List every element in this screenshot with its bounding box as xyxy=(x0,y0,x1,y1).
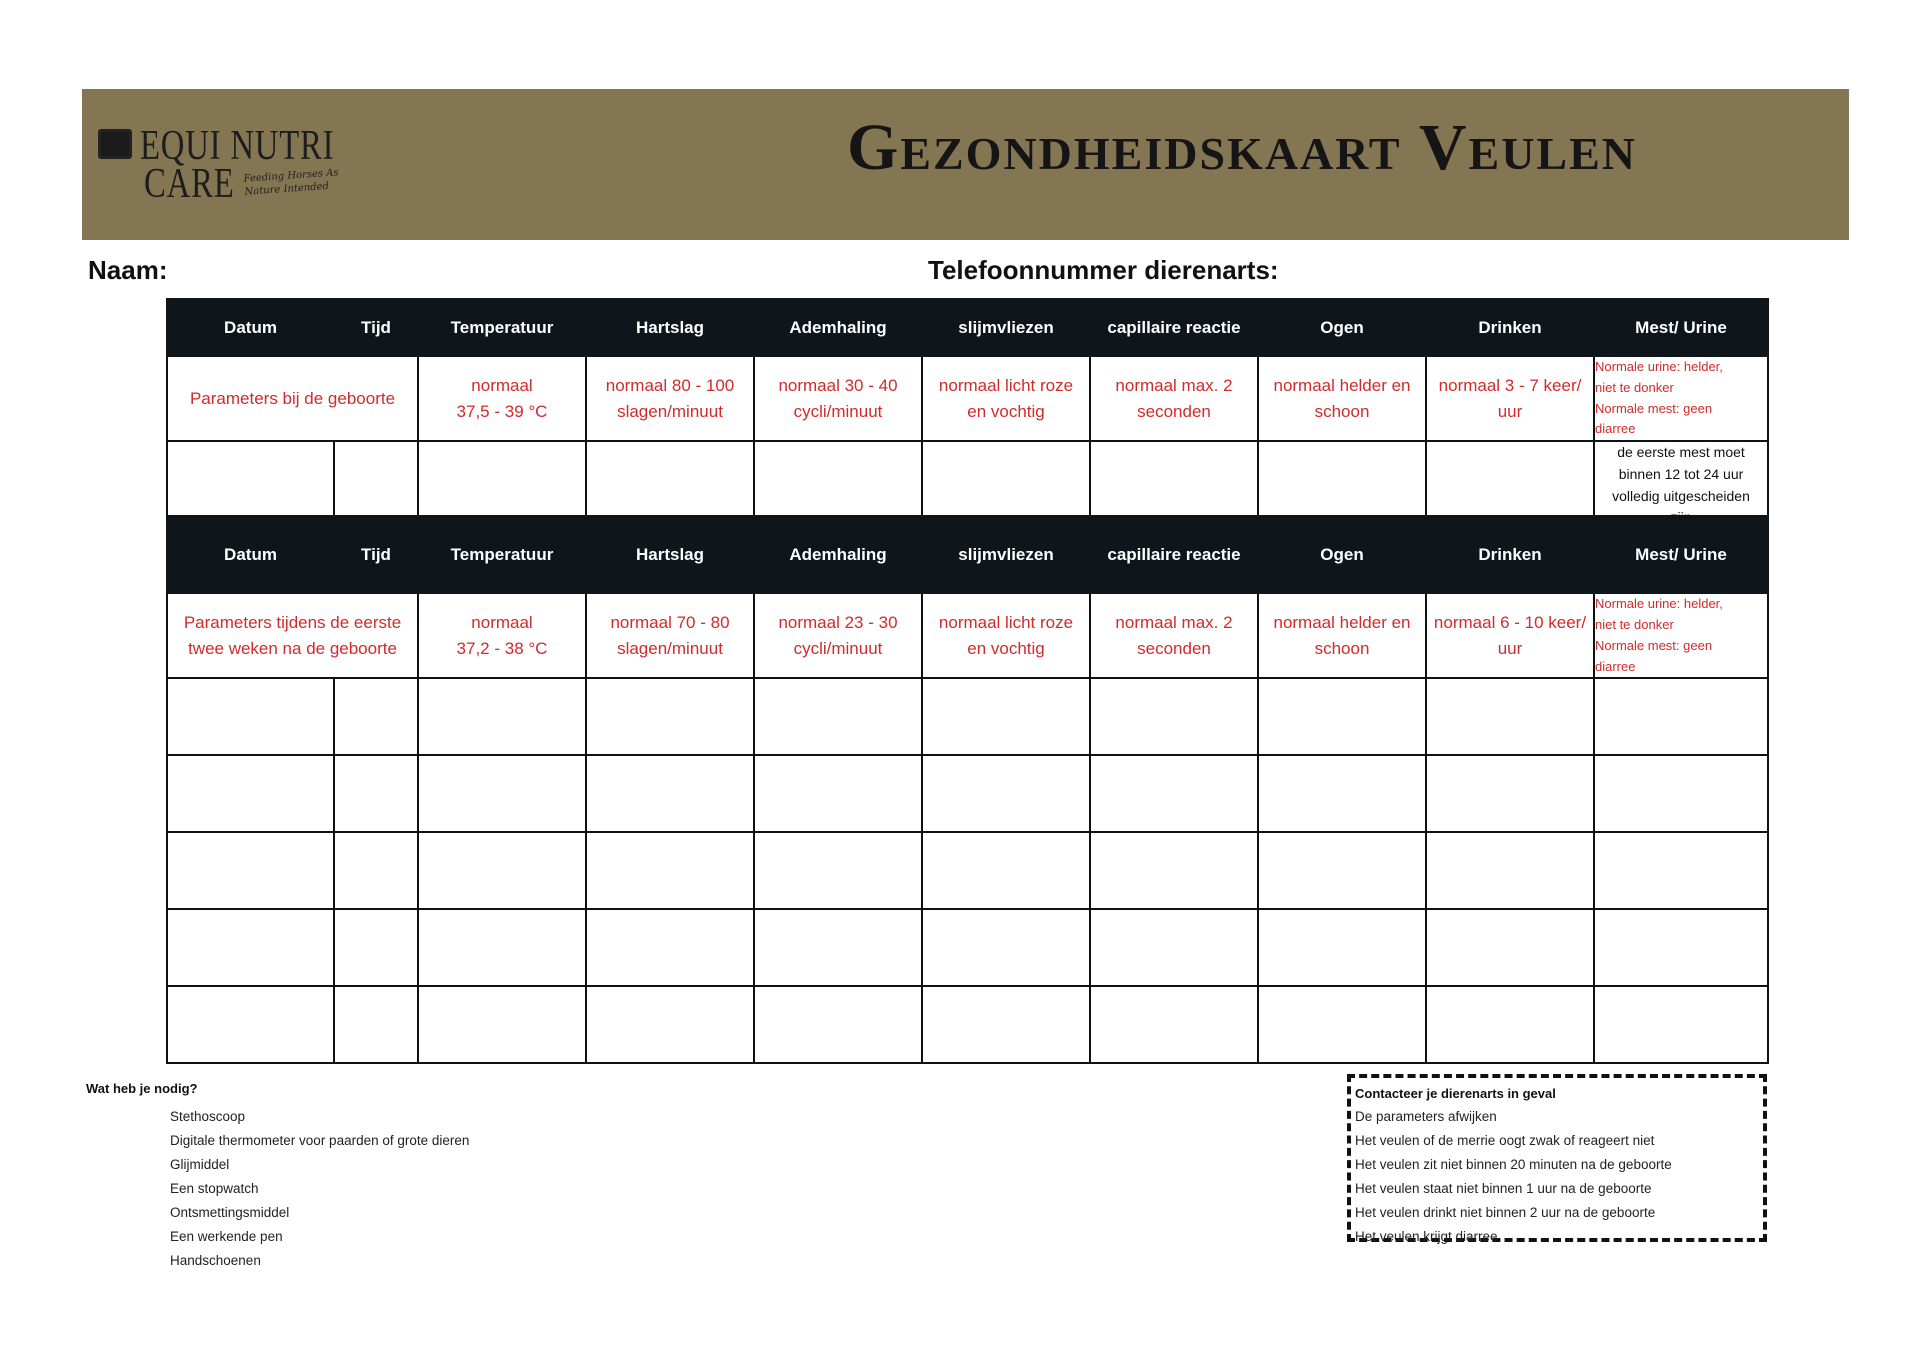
birth-heartrate xyxy=(586,356,754,441)
list-item: Een werkende pen xyxy=(170,1229,283,1244)
table-row-empty xyxy=(167,678,1768,755)
list-item: Ontsmettingsmiddel xyxy=(170,1205,290,1220)
cell-line: Parameters tijdens de eerste xyxy=(183,613,402,633)
cell-line: normaal 3 - 7 keer/ xyxy=(1438,376,1582,396)
cell-tijd[interactable] xyxy=(334,755,418,832)
cell-slijmvliezen[interactable] xyxy=(922,986,1090,1063)
cell-hartslag[interactable] xyxy=(586,441,754,516)
logo-text-line2: CARE xyxy=(144,161,235,207)
horse-icon xyxy=(98,129,132,159)
list-item: Een stopwatch xyxy=(170,1181,259,1196)
cell-line: twee weken na de geboorte xyxy=(188,638,397,658)
weeks-drinking xyxy=(1426,593,1594,678)
cell-temperatuur[interactable] xyxy=(418,678,586,755)
cell-ogen[interactable] xyxy=(1258,755,1426,832)
cell-slijmvliezen[interactable] xyxy=(922,678,1090,755)
cell-ademhaling[interactable] xyxy=(754,909,922,986)
cell-line: de eerste mest moet xyxy=(1617,444,1745,461)
cell-line: diarree xyxy=(1595,658,1636,674)
cell-line: slagen/minuut xyxy=(617,401,723,421)
cell-ademhaling[interactable] xyxy=(754,678,922,755)
col-tijd: Tijd xyxy=(334,299,418,356)
cell-line: normaal 80 - 100 xyxy=(605,376,735,396)
birth-capillary xyxy=(1090,356,1258,441)
col-datum: Datum xyxy=(167,516,334,593)
cell-line: schoon xyxy=(1314,401,1370,421)
cell-line: volledig uitgescheiden xyxy=(1612,487,1750,504)
list-item: Het veulen of de merrie oogt zwak of reageert niet xyxy=(1355,1133,1655,1148)
cell-line: normaal 6 - 10 keer/ xyxy=(1433,613,1587,633)
weeks-capillary xyxy=(1090,593,1258,678)
contact-vet-box xyxy=(1347,1074,1767,1242)
cell-tijd[interactable] xyxy=(334,909,418,986)
col-ogen: Ogen xyxy=(1258,299,1426,356)
cell-line: cycli/minuut xyxy=(793,638,883,658)
cell-ademhaling[interactable] xyxy=(754,832,922,909)
birth-drinking xyxy=(1426,356,1594,441)
col-hartslag: Hartslag xyxy=(586,299,754,356)
weeks-mucosa xyxy=(922,593,1090,678)
cell-line: seconden xyxy=(1137,401,1211,421)
weeks-label xyxy=(167,593,418,678)
cell-line: normaal 23 - 30 xyxy=(778,613,898,633)
vet-phone-label: Telefoonnummer dierenarts: xyxy=(928,255,1279,285)
logo-text-line1: EQUI NUTRI xyxy=(140,123,335,169)
cell-hartslag[interactable] xyxy=(586,909,754,986)
cell-ademhaling[interactable] xyxy=(754,986,922,1063)
table-header-row xyxy=(167,299,1768,356)
cell-line: normaal xyxy=(471,376,533,396)
cell-line: normaal licht roze xyxy=(938,376,1074,396)
cell-ademhaling[interactable] xyxy=(754,441,922,516)
col-temperatuur: Temperatuur xyxy=(418,516,586,593)
cell-line: normaal max. 2 xyxy=(1115,613,1233,633)
col-slijmvliezen: slijmvliezen xyxy=(922,516,1090,593)
list-item: Digitale thermometer voor paarden of grote dieren xyxy=(170,1133,470,1148)
cell-line: schoon xyxy=(1314,638,1370,658)
needs-title: Wat heb je nodig? xyxy=(86,1081,198,1096)
cell-temperatuur[interactable] xyxy=(418,909,586,986)
col-datum: Datum xyxy=(167,299,334,356)
table-row-empty xyxy=(167,755,1768,832)
cell-tijd[interactable] xyxy=(334,986,418,1063)
cell-line: Normale urine: helder, xyxy=(1595,596,1723,612)
col-drinken: Drinken xyxy=(1426,516,1594,593)
col-capillaire: capillaire reactie xyxy=(1090,516,1258,593)
table-row-empty xyxy=(167,909,1768,986)
list-item: Het veulen drinkt niet binnen 2 uur na de geboorte xyxy=(1355,1205,1656,1220)
cell-line: normaal xyxy=(471,613,533,633)
contact-title: Contacteer je dierenarts in geval xyxy=(1355,1086,1556,1101)
cell-mest-urine[interactable] xyxy=(1594,832,1768,909)
header-banner xyxy=(82,89,1849,240)
cell-capillaire[interactable] xyxy=(1090,986,1258,1063)
list-item: Het veulen zit niet binnen 20 minuten na de geboorte xyxy=(1355,1157,1672,1172)
name-label: Naam: xyxy=(88,255,168,285)
cell-mest-urine[interactable] xyxy=(1594,755,1768,832)
cell-temperatuur[interactable] xyxy=(418,755,586,832)
cell-line: normaal licht roze xyxy=(938,613,1074,633)
col-mest-urine: Mest/ Urine xyxy=(1594,516,1768,593)
cell-slijmvliezen[interactable] xyxy=(922,755,1090,832)
list-item: Glijmiddel xyxy=(170,1157,230,1172)
cell-line: niet te donker xyxy=(1595,616,1674,632)
list-item: Handschoenen xyxy=(170,1253,261,1268)
cell-line: normaal 30 - 40 xyxy=(778,376,898,396)
list-item: De parameters afwijken xyxy=(1355,1109,1497,1124)
cell-line: normaal helder en xyxy=(1273,376,1411,396)
cell-slijmvliezen[interactable] xyxy=(922,909,1090,986)
weeks-breathing xyxy=(754,593,922,678)
cell-tijd[interactable] xyxy=(334,832,418,909)
col-tijd: Tijd xyxy=(334,516,418,593)
cell-temperatuur[interactable] xyxy=(418,832,586,909)
cell-line: niet te donker xyxy=(1595,379,1674,395)
cell-line: en vochtig xyxy=(967,638,1045,658)
table-row-empty xyxy=(167,986,1768,1063)
list-item: Het veulen staat niet binnen 1 uur na de geboorte xyxy=(1355,1181,1652,1196)
cell-line: uur xyxy=(1497,401,1523,421)
table-header-row-2 xyxy=(167,516,1768,593)
cell-datum[interactable] xyxy=(167,832,334,909)
birth-label: Parameters bij de geboorte xyxy=(167,356,418,441)
col-capillaire: capillaire reactie xyxy=(1090,299,1258,356)
cell-line: slagen/minuut xyxy=(617,638,723,658)
cell-capillaire[interactable] xyxy=(1090,441,1258,516)
table-row-empty xyxy=(167,832,1768,909)
cell-drinken[interactable] xyxy=(1426,441,1594,516)
birth-temperature xyxy=(418,356,586,441)
cell-temperatuur[interactable] xyxy=(418,986,586,1063)
cell-line: 37,2 - 38 °C xyxy=(456,638,548,658)
cell-line: diarree xyxy=(1595,421,1636,437)
cell-line: normaal max. 2 xyxy=(1115,376,1233,396)
col-mest-urine: Mest/ Urine xyxy=(1594,299,1768,356)
cell-mest-urine[interactable] xyxy=(1594,678,1768,755)
birth-mucosa xyxy=(922,356,1090,441)
cell-datum[interactable] xyxy=(167,986,334,1063)
cell-mest-urine[interactable] xyxy=(1594,909,1768,986)
page-title: Gezondheidskaart Veulen xyxy=(846,111,1638,184)
cell-line: normaal helder en xyxy=(1273,613,1411,633)
cell-line: cycli/minuut xyxy=(793,401,883,421)
cell-datum[interactable] xyxy=(167,441,334,516)
cell-ademhaling[interactable] xyxy=(754,755,922,832)
first-manure-note xyxy=(1594,441,1768,526)
birth-manure xyxy=(1594,356,1768,441)
birth-eyes xyxy=(1258,356,1426,441)
cell-capillaire[interactable] xyxy=(1090,678,1258,755)
col-ademhaling: Ademhaling xyxy=(754,299,922,356)
needs-list xyxy=(86,1081,469,1273)
cell-capillaire[interactable] xyxy=(1090,909,1258,986)
cell-ogen[interactable] xyxy=(1258,832,1426,909)
col-ademhaling: Ademhaling xyxy=(754,516,922,593)
list-item: Het veulen krijgt diarree xyxy=(1355,1229,1498,1244)
cell-hartslag[interactable] xyxy=(586,832,754,909)
cell-ogen[interactable] xyxy=(1258,986,1426,1063)
cell-drinken[interactable] xyxy=(1426,678,1594,755)
cell-drinken[interactable] xyxy=(1426,832,1594,909)
birth-breathing xyxy=(754,356,922,441)
list-item: Stethoscoop xyxy=(170,1109,246,1124)
cell-slijmvliezen[interactable] xyxy=(922,832,1090,909)
cell-line: en vochtig xyxy=(967,401,1045,421)
cell-drinken[interactable] xyxy=(1426,986,1594,1063)
cell-line: Normale mest: geen xyxy=(1595,400,1713,416)
brand-logo xyxy=(98,125,358,211)
col-hartslag: Hartslag xyxy=(586,516,754,593)
cell-tijd[interactable] xyxy=(334,441,418,516)
cell-line: Normale mest: geen xyxy=(1595,637,1713,653)
cell-datum[interactable] xyxy=(167,678,334,755)
col-temperatuur: Temperatuur xyxy=(418,299,586,356)
cell-ogen[interactable] xyxy=(1258,909,1426,986)
cell-line: binnen 12 tot 24 uur xyxy=(1618,465,1744,482)
cell-hartslag[interactable] xyxy=(586,678,754,755)
weeks-heartrate xyxy=(586,593,754,678)
cell-line: Normale urine: helder, xyxy=(1595,359,1723,374)
cell-mest-urine[interactable] xyxy=(1594,986,1768,1063)
table-row-weeks-params xyxy=(167,593,1768,678)
cell-datum[interactable] xyxy=(167,909,334,986)
table-row-birth-params xyxy=(167,356,1768,441)
cell-line: seconden xyxy=(1137,638,1211,658)
cell-line: 37,5 - 39 °C xyxy=(456,401,548,421)
col-ogen: Ogen xyxy=(1258,516,1426,593)
cell-drinken[interactable] xyxy=(1426,755,1594,832)
cell-drinken[interactable] xyxy=(1426,909,1594,986)
cell-hartslag[interactable] xyxy=(586,986,754,1063)
table-row-empty xyxy=(167,441,1768,516)
cell-temperatuur[interactable] xyxy=(418,441,586,516)
cell-slijmvliezen[interactable] xyxy=(922,441,1090,516)
logo-tagline: Feeding Horses As Nature Intended xyxy=(243,167,339,198)
cell-datum[interactable] xyxy=(167,755,334,832)
cell-line: uur xyxy=(1497,638,1523,658)
cell-tijd[interactable] xyxy=(334,678,418,755)
cell-line: zijn xyxy=(1670,509,1692,526)
weeks-temperature xyxy=(418,593,586,678)
health-table xyxy=(166,298,1769,1064)
col-slijmvliezen: slijmvliezen xyxy=(922,299,1090,356)
cell-line: normaal 70 - 80 xyxy=(610,613,730,633)
cell-hartslag[interactable] xyxy=(586,755,754,832)
weeks-eyes xyxy=(1258,593,1426,678)
cell-ogen[interactable] xyxy=(1258,441,1426,516)
cell-capillaire[interactable] xyxy=(1090,755,1258,832)
cell-capillaire[interactable] xyxy=(1090,832,1258,909)
col-drinken: Drinken xyxy=(1426,299,1594,356)
cell-ogen[interactable] xyxy=(1258,678,1426,755)
weeks-manure xyxy=(1594,593,1768,678)
